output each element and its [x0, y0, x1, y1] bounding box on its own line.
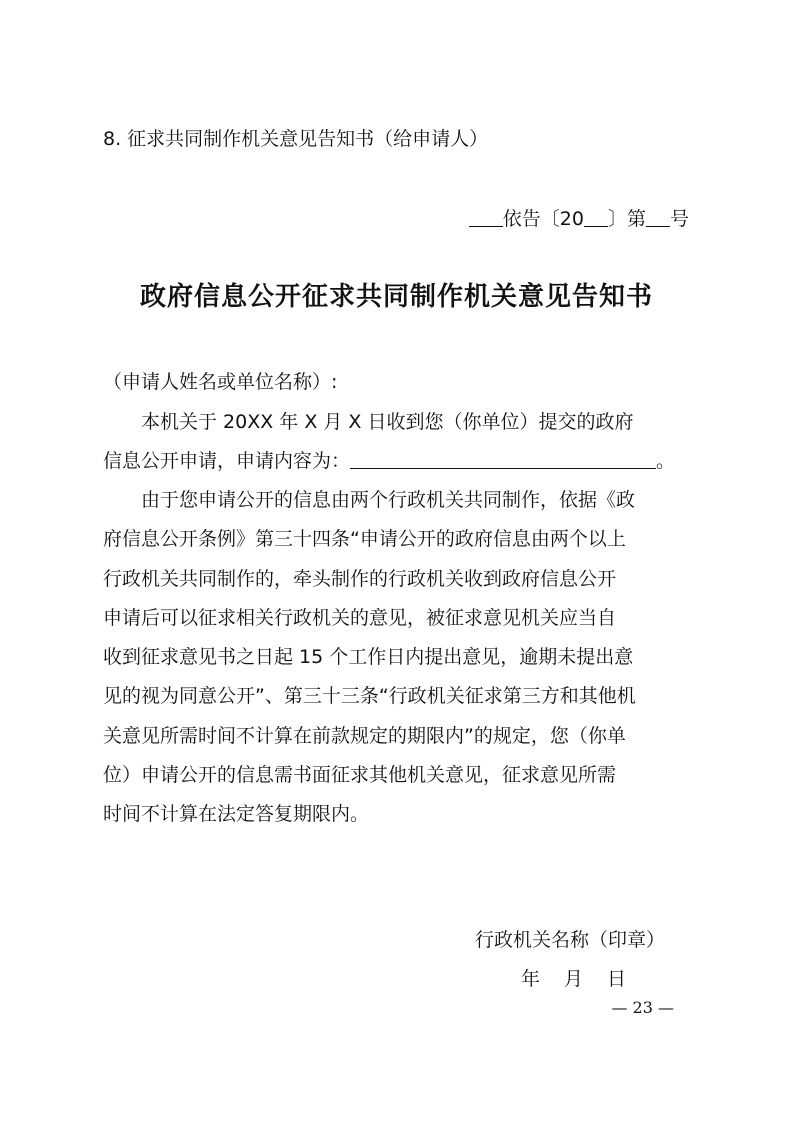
paragraph-2-line-2: 府信息公开条例》第三十四条“申请公开的政府信息由两个以上 — [103, 528, 626, 550]
section-title: 8. 征求共同制作机关意见告知书（给申请人） — [103, 128, 489, 150]
request-content-label: 信息公开申请，申请内容为： — [103, 450, 351, 472]
paragraph-2-line-5: 收到征求意见书之日起 15 个工作日内提出意见，逾期未提出意 — [103, 646, 634, 668]
sentence-end: 。 — [656, 450, 676, 472]
paragraph-2-line-9: 时间不计算在法定答复期限内。 — [103, 803, 370, 825]
doc-number-part-2: 〕第 — [607, 208, 646, 230]
signature: 行政机关名称（印章） — [474, 929, 665, 951]
paragraph-2-line-1: 由于您申请公开的信息由两个行政机关共同制作，依据《政 — [141, 489, 636, 511]
paragraph-2-line-8: 位）申请公开的信息需书面征求其他机关意见，征求意见所需 — [103, 764, 617, 786]
date-line — [501, 967, 630, 991]
document-number — [469, 207, 689, 231]
date-year: 年 — [520, 968, 544, 990]
paragraph-2-line-4: 申请后可以征求相关行政机关的意见，被征求意见机关应当自 — [103, 607, 617, 629]
paragraph-1-line-2 — [103, 449, 675, 473]
request-content-blank — [350, 450, 656, 469]
page-number: — 23 — — [611, 998, 674, 1017]
date-day: 日 — [606, 968, 630, 990]
date-month: 月 — [563, 968, 587, 990]
doc-number-part-3: 号 — [669, 208, 689, 230]
doc-number-part-1: 依告〔20 — [502, 208, 584, 230]
issuer-blank — [469, 208, 503, 227]
year-blank — [584, 208, 608, 227]
serial-blank — [646, 208, 670, 227]
paragraph-2-line-3: 行政机关共同制作的，牵头制作的行政机关收到政府信息公开 — [103, 568, 617, 590]
paragraph-1-line-1: 本机关于 20XX 年 X 月 X 日收到您（你单位）提交的政府 — [141, 411, 634, 433]
document-title: 政府信息公开征求共同制作机关意见告知书 — [139, 282, 653, 312]
paragraph-2-line-6: 见的视为同意公开”、第三十三条“行政机关征求第三方和其他机 — [103, 685, 636, 707]
salutation: （申请人姓名或单位名称）: — [103, 371, 338, 393]
paragraph-2-line-7: 关意见所需时间不计算在前款规定的期限内”的规定，您（你单 — [103, 725, 626, 747]
